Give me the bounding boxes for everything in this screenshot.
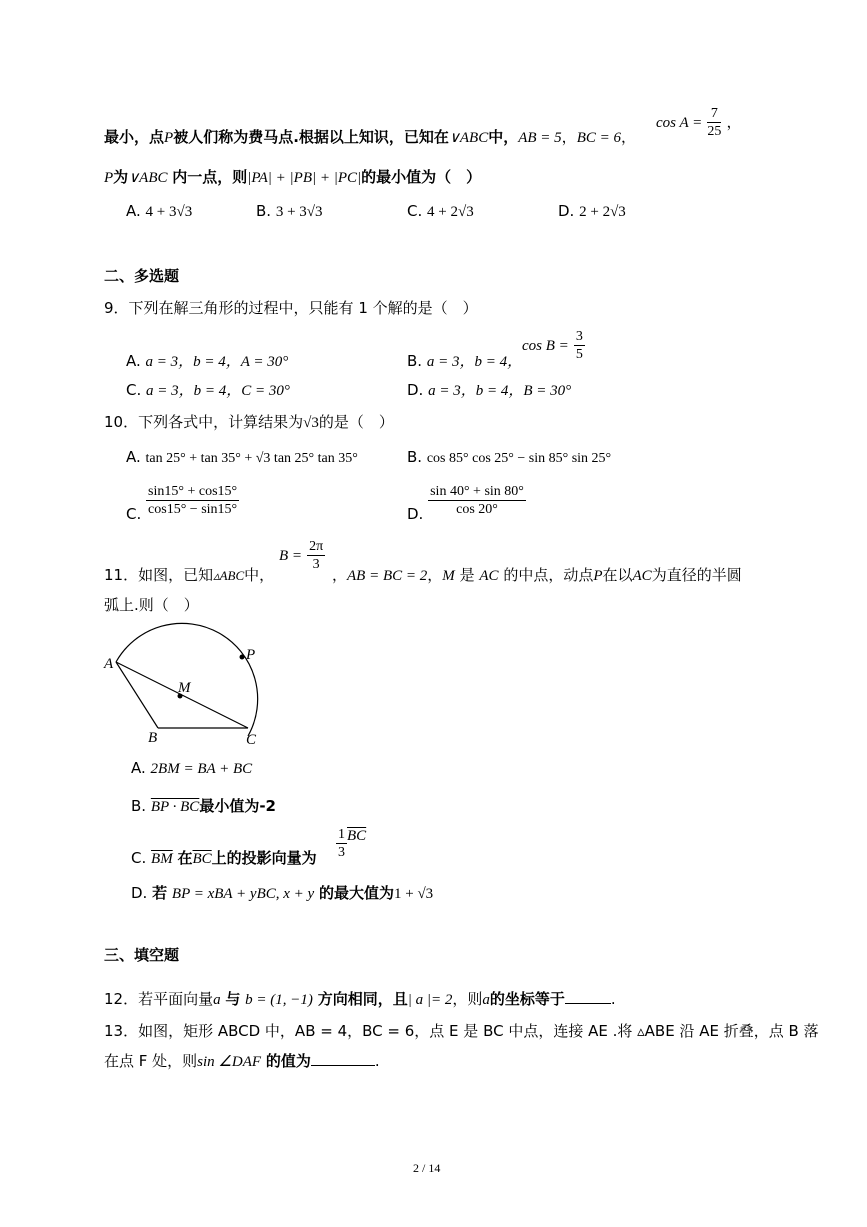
q13-end: . (374, 1052, 380, 1070)
q12-abs: | a |= 2 (407, 992, 453, 1008)
q11-stem-line1 (104, 564, 274, 585)
q12-answer-blank[interactable] (565, 1003, 611, 1004)
q8-triangle: ∨ABC (448, 130, 489, 146)
q11-stem-b: 中， (244, 566, 275, 584)
q11-b-frac (307, 538, 325, 573)
q9-b-num: 3 (575, 329, 583, 344)
q8-text-c: 中， (488, 128, 519, 146)
q11-p: P (593, 568, 603, 584)
q10-option-a[interactable] (126, 448, 358, 467)
q10-d-num: sin 40° + sin 80° (430, 484, 524, 499)
q12-end: . (610, 990, 616, 1008)
q8-option-b[interactable] (256, 202, 323, 221)
q10-c-num: sin15° + cos15° (148, 484, 238, 499)
page-footer (413, 1161, 440, 1176)
q11-d-label: D. (131, 884, 148, 902)
q9-option-c[interactable] (126, 379, 290, 400)
q13-answer-blank[interactable] (311, 1065, 375, 1066)
label-p: P (246, 647, 256, 663)
q9-c-label: C. (126, 381, 142, 399)
q8-p2: P (104, 170, 114, 186)
q12-a: 12．若平面向量 (104, 990, 214, 1008)
q10-b-value: cos 85° cos 25° − sin 85° sin 25° (426, 451, 612, 466)
label-a: A (104, 656, 114, 672)
q10-option-d[interactable] (407, 483, 526, 523)
q11-stem-line2: 弧上.则（ ） (104, 596, 199, 614)
q10-stem-a: 10．下列各式中，计算结果为 (104, 413, 304, 431)
q8-text-b: 被人们称为费马点.根据以上知识，已知在 (173, 128, 449, 146)
q9-b-cos-lhs: cos B = (522, 338, 569, 354)
q8-cosA-num: 7 (707, 105, 721, 123)
q8-option-c[interactable] (407, 202, 474, 221)
q11-c-frac (336, 826, 347, 861)
page-separator: / (422, 1161, 426, 1175)
q10-a-label: A. (126, 448, 141, 466)
label-b: B (148, 730, 158, 746)
q9-option-a[interactable] (126, 350, 288, 371)
q10-d-den: cos 20° (456, 502, 498, 517)
q11-c-frac-wrap (336, 826, 366, 861)
q9-d-value: a = 3，b = 4，B = 30° (428, 383, 572, 399)
q13-line2 (104, 1050, 380, 1071)
q11-option-c[interactable] (131, 847, 317, 868)
q10-d-frac (428, 483, 526, 518)
q8-option-d[interactable] (558, 202, 626, 221)
q10-option-b[interactable] (407, 448, 611, 467)
q8-triangle2: ∨ABC (128, 170, 168, 186)
q9-a-value: a = 3，b = 4，A = 30° (145, 354, 289, 370)
q8-line2 (104, 166, 481, 187)
q11-m: M (442, 568, 455, 584)
q8-expr: |PA| + |PB| + |PC| (247, 170, 362, 186)
q11-stem-d: 是 (459, 566, 475, 584)
q8-p: P (164, 130, 174, 146)
q12-c: 方向相同，且 (317, 990, 408, 1008)
q11-c-bm: $\overline{BM}$ (151, 851, 173, 867)
q11-c-den: 3 (338, 845, 345, 860)
q11-b-value: BP · BC (150, 799, 200, 815)
q11-option-b[interactable] (131, 795, 276, 816)
q12-vec-b: b = (1, −1) (245, 992, 313, 1008)
q12-vec-a2: a (482, 992, 490, 1008)
q10-stem-b: 的是（ ） (318, 413, 394, 431)
q9-d-label: D. (407, 381, 424, 399)
q8-cosA: cos A = $\frac{7}{25}$ ， (656, 106, 742, 139)
q10-d-label: D. (407, 505, 424, 523)
q12-vec-a: a (213, 992, 221, 1008)
q10-option-c[interactable] (126, 483, 239, 523)
page-number: 2 (413, 1161, 419, 1175)
q8-line1: 最小，点P被人们称为费马点.根据以上知识，已知在∨ABC中，AB = 5，BC = 6， (104, 128, 636, 146)
q11-c-label: C. (131, 849, 147, 867)
q8-option-a-value: 4 + 3√3 (145, 204, 193, 220)
q10-root3: √3 (303, 415, 319, 431)
q8-ab: AB = 5 (518, 130, 562, 146)
q10-c-den: cos15° − sin15° (148, 502, 238, 517)
q11-ac2: AC (632, 568, 652, 584)
q10-stem (104, 411, 394, 432)
q11-ac1: AC (479, 568, 499, 584)
q12-e: 的坐标等于 (489, 990, 565, 1008)
q9-option-d[interactable] (407, 379, 571, 400)
q9-b-label: B. (407, 352, 423, 370)
q11-d-val: 1 + √3 (393, 886, 434, 902)
q8-cosA-frac (707, 105, 721, 140)
q9-b-value: a = 3，b = 4， (426, 354, 523, 370)
q8-text-a: 最小，点 (104, 128, 165, 146)
q11-angle-b (279, 538, 325, 573)
q10-c-frac (146, 483, 239, 518)
q11-c-bc: $\overline{BC}$ (192, 851, 212, 867)
q11-b-tail: 最小值为-2 (199, 797, 276, 815)
point-p (240, 655, 245, 660)
q11-b-den: 3 (312, 557, 320, 572)
q11-triangle: ▵ABC (213, 568, 245, 583)
q8-bc: BC = 6 (576, 130, 621, 146)
q10-b-label: B. (407, 448, 423, 466)
label-c: C (246, 732, 257, 748)
q11-stem-a: 11．如图，已知 (104, 566, 214, 584)
q11-c-t2: 上的投影向量为 (211, 849, 317, 867)
q9-c-value: a = 3，b = 4，C = 30° (146, 383, 290, 399)
q8-option-c-value: 4 + 2√3 (427, 204, 474, 220)
q11-ab-bc: AB = BC = 2 (347, 568, 428, 584)
q8-option-d-label: D. (558, 202, 575, 220)
q12-stem (104, 988, 616, 1009)
q9-option-b[interactable] (407, 350, 522, 371)
q8-option-d-value: 2 + 2√3 (579, 204, 626, 220)
q11-option-a[interactable] (131, 759, 252, 778)
q11-option-d[interactable] (131, 882, 433, 903)
q11-b-label: B. (131, 797, 147, 815)
q9-b-den: 5 (575, 347, 583, 362)
q11-stem-e: 的中点，动点 (503, 566, 594, 584)
q11-b-num: 2π (309, 539, 324, 554)
q11-b-lhs: B = (279, 548, 303, 564)
label-m: M (178, 680, 191, 696)
q13-a: 在点 F 处，则 (104, 1052, 198, 1070)
q10-c-label: C. (126, 505, 142, 523)
q11-stem-line1b: ，AB = BC = 2，M 是 AC 的中点，动点P在以AC为直径的半圆 (332, 566, 742, 584)
q8-option-b-value: 3 + 3√3 (275, 204, 323, 220)
q12-d: ，则 (452, 990, 483, 1008)
section-heading-fill-blank: 三、填空题 (104, 946, 180, 964)
q11-c-bc2: $\overline{BC}$ (347, 828, 367, 844)
q11-c-num: 1 (338, 827, 345, 842)
q11-a-label: A. (131, 759, 146, 777)
q12-b: 与 (225, 990, 241, 1008)
q9-stem: 9．下列在解三角形的过程中，只能有 1 个解的是（ ） (104, 299, 478, 317)
q8-option-a-label: A. (126, 202, 141, 220)
q8-cosA-den: 25 (707, 124, 722, 139)
q9-a-label: A. (126, 352, 141, 370)
q8-option-c-label: C. (407, 202, 423, 220)
q11-a-value: 2BM = BA + BC (150, 761, 253, 777)
q11-d-expr: BP = xBA + yBC, x + y (171, 886, 315, 902)
page-total: 14 (428, 1161, 441, 1175)
q11-figure (100, 620, 270, 750)
q8-is: 为 (113, 168, 129, 186)
q11-d-t1: 若 (152, 884, 168, 902)
q10-a-value: tan 25° + tan 35° + √3 tan 25° tan 35° (145, 451, 358, 466)
q9-b-frac (574, 328, 585, 363)
q11-stem-f: 在以 (602, 566, 633, 584)
q8-cosA-lhs: cos A = (656, 115, 703, 131)
q9-b-cos (522, 328, 585, 363)
q8-option-b-label: B. (256, 202, 272, 220)
q11-stem-g: 为直径的半圆 (651, 566, 742, 584)
q11-stem-c: ， (427, 566, 443, 584)
q11-d-t2: 的最大值为 (318, 884, 394, 902)
section-heading-multi-choice: 二、多选题 (104, 267, 180, 285)
q13-line1: 13．如图，矩形 ABCD 中，AB = 4，BC = 6，点 E 是 BC 中点，连接 AE .将 ▵ABE 沿 AE 折叠，点 B 落 (104, 1022, 819, 1040)
q8-option-a[interactable] (126, 202, 192, 221)
q13-expr: sin ∠DAF (197, 1054, 262, 1070)
q8-text-e: 的最小值为（ ） (361, 168, 482, 186)
q11-c-t1: 在 (177, 849, 193, 867)
q8-text-d: 内一点，则 (172, 168, 248, 186)
q13-b: 的值为 (265, 1052, 311, 1070)
